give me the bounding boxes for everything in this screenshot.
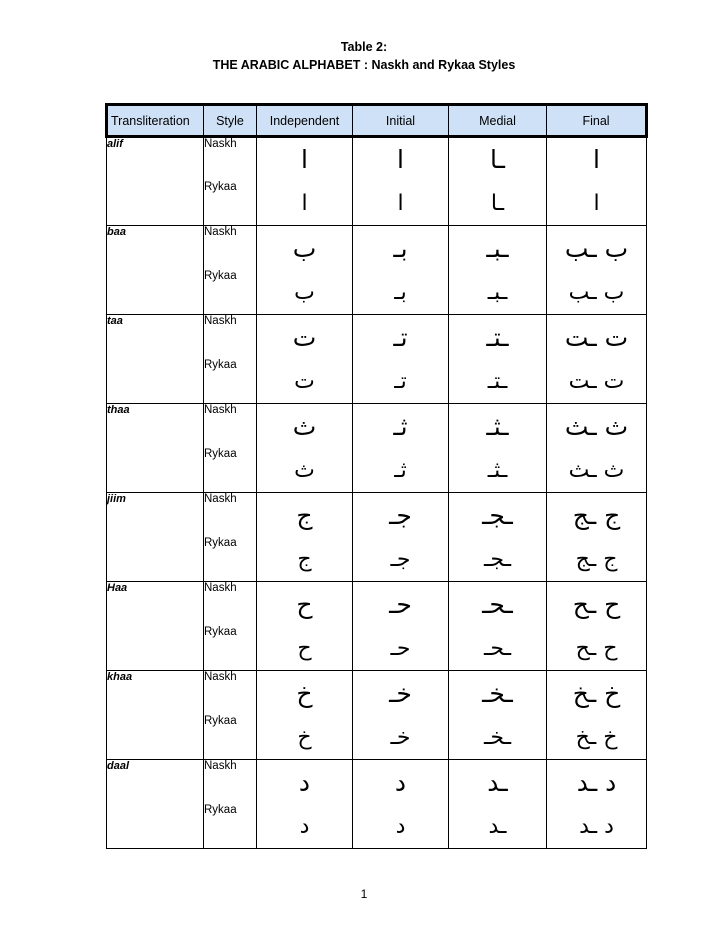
glyph-independent: خ (257, 715, 353, 760)
style-label: Naskh (204, 315, 257, 360)
table-header-row (107, 105, 647, 137)
glyph-independent: ح (257, 626, 353, 671)
glyph-medial: ـد (449, 804, 547, 849)
glyph-initial: خـ (353, 671, 449, 716)
glyph-medial: ـخـ (449, 671, 547, 716)
glyph-final: ا (547, 137, 647, 182)
style-label: Naskh (204, 582, 257, 627)
arabic-alphabet-table (105, 103, 648, 849)
letter-transliteration: jiim (107, 493, 204, 582)
glyph-medial: ـبـ (449, 270, 547, 315)
glyph-initial: خـ (353, 715, 449, 760)
letter-transliteration: thaa (107, 404, 204, 493)
header-initial: Initial (353, 105, 449, 137)
style-label: Naskh (204, 671, 257, 716)
glyph-independent: د (257, 760, 353, 805)
glyph-medial: ـثـ (449, 404, 547, 449)
table-caption-title: THE ARABIC ALPHABET : Naskh and Rykaa Styles (212, 58, 516, 72)
table-row (107, 760, 647, 805)
header-final: Final (547, 105, 647, 137)
glyph-independent: ب (257, 226, 353, 271)
glyph-medial: ـخـ (449, 715, 547, 760)
glyph-medial: ـثـ (449, 448, 547, 493)
glyph-medial: ـجـ (449, 537, 547, 582)
glyph-medial: ـحـ (449, 626, 547, 671)
table-row (107, 315, 647, 360)
glyph-initial: د (353, 760, 449, 805)
table-caption-number: Table 2: (340, 40, 388, 54)
glyph-final: ب ـب (547, 270, 647, 315)
style-label: Rykaa (204, 715, 257, 760)
header-style: Style (204, 105, 257, 137)
glyph-initial: بـ (353, 226, 449, 271)
glyph-initial: تـ (353, 315, 449, 360)
glyph-final: ت ـت (547, 315, 647, 360)
glyph-initial: حـ (353, 626, 449, 671)
glyph-final: د ـد (547, 760, 647, 805)
glyph-independent: د (257, 804, 353, 849)
style-label: Rykaa (204, 448, 257, 493)
table-row (107, 404, 647, 449)
glyph-independent: ح (257, 582, 353, 627)
table-row (107, 671, 647, 716)
glyph-independent: خ (257, 671, 353, 716)
glyph-final: خ ـخ (547, 671, 647, 716)
glyph-medial: ـحـ (449, 582, 547, 627)
header-independent: Independent (257, 105, 353, 137)
glyph-final: ا (547, 181, 647, 226)
glyph-independent: ت (257, 359, 353, 404)
glyph-final: ح ـح (547, 626, 647, 671)
glyph-final: ث ـث (547, 448, 647, 493)
glyph-final: ب ـب (547, 226, 647, 271)
glyph-medial: ـتـ (449, 315, 547, 360)
glyph-medial: ـد (449, 760, 547, 805)
letter-transliteration: daal (107, 760, 204, 849)
glyph-independent: ا (257, 137, 353, 182)
letter-transliteration: alif (107, 137, 204, 226)
glyph-initial: د (353, 804, 449, 849)
header-transliteration: Transliteration (107, 105, 204, 137)
style-label: Naskh (204, 404, 257, 449)
table-row (107, 137, 647, 182)
style-label: Rykaa (204, 537, 257, 582)
style-label: Naskh (204, 760, 257, 805)
glyph-independent: ا (257, 181, 353, 226)
glyph-initial: ا (353, 181, 449, 226)
glyph-independent: ج (257, 537, 353, 582)
glyph-initial: ثـ (353, 448, 449, 493)
glyph-independent: ت (257, 315, 353, 360)
glyph-initial: جـ (353, 537, 449, 582)
style-label: Naskh (204, 137, 257, 182)
glyph-independent: ب (257, 270, 353, 315)
glyph-medial: ـا (449, 137, 547, 182)
glyph-medial: ـا (449, 181, 547, 226)
glyph-initial: جـ (353, 493, 449, 538)
table-row (107, 493, 647, 538)
style-label: Naskh (204, 493, 257, 538)
table-row (107, 582, 647, 627)
table-row (107, 226, 647, 271)
glyph-initial: حـ (353, 582, 449, 627)
style-label: Rykaa (204, 804, 257, 849)
glyph-initial: بـ (353, 270, 449, 315)
glyph-initial: ثـ (353, 404, 449, 449)
glyph-medial: ـتـ (449, 359, 547, 404)
glyph-initial: ا (353, 137, 449, 182)
glyph-initial: تـ (353, 359, 449, 404)
table-body (107, 137, 647, 849)
glyph-final: ت ـت (547, 359, 647, 404)
glyph-final: خ ـخ (547, 715, 647, 760)
glyph-final: ج ـج (547, 537, 647, 582)
glyph-final: ح ـح (547, 582, 647, 627)
glyph-independent: ج (257, 493, 353, 538)
letter-transliteration: taa (107, 315, 204, 404)
page-number: 1 (360, 887, 368, 901)
glyph-medial: ـجـ (449, 493, 547, 538)
letter-transliteration: baa (107, 226, 204, 315)
glyph-final: ث ـث (547, 404, 647, 449)
style-label: Rykaa (204, 181, 257, 226)
glyph-final: ج ـج (547, 493, 647, 538)
style-label: Rykaa (204, 359, 257, 404)
style-label: Rykaa (204, 626, 257, 671)
glyph-independent: ث (257, 448, 353, 493)
header-medial: Medial (449, 105, 547, 137)
glyph-medial: ـبـ (449, 226, 547, 271)
glyph-final: د ـد (547, 804, 647, 849)
glyph-independent: ث (257, 404, 353, 449)
letter-transliteration: khaa (107, 671, 204, 760)
style-label: Rykaa (204, 270, 257, 315)
style-label: Naskh (204, 226, 257, 271)
letter-transliteration: Haa (107, 582, 204, 671)
